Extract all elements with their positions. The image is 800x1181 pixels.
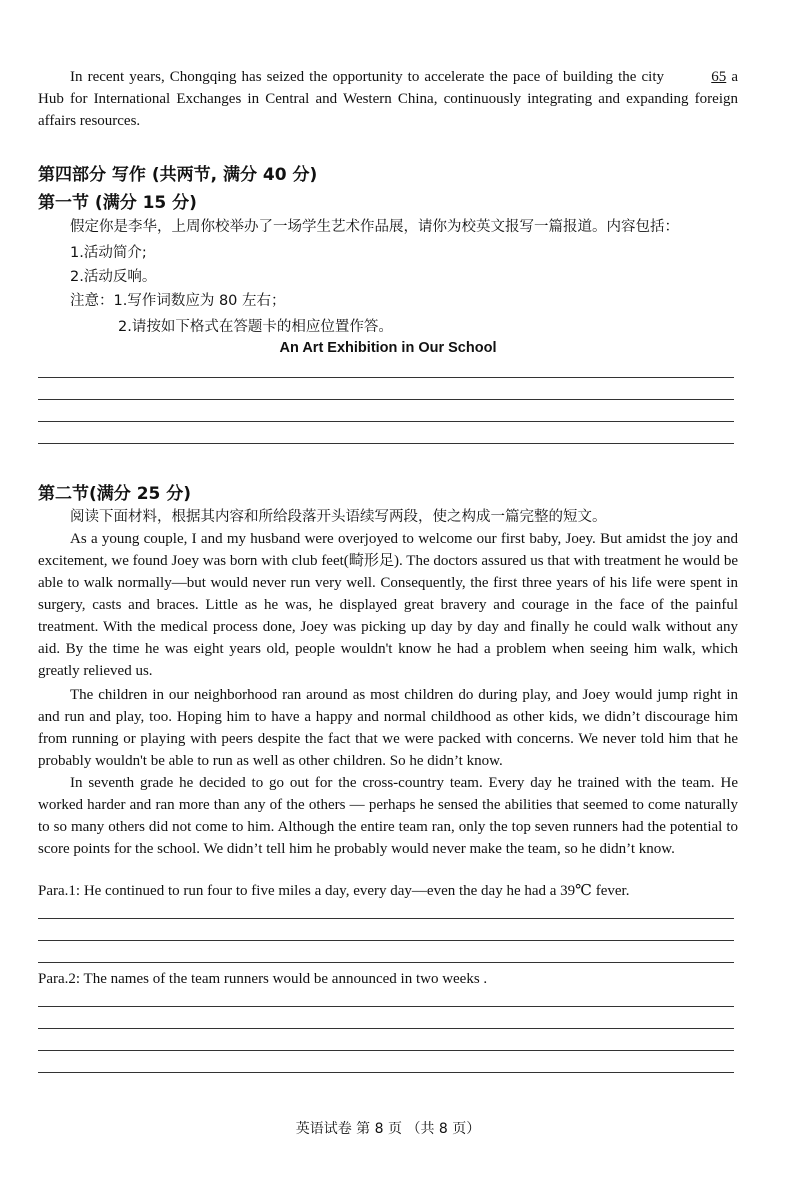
story-paragraph-2: The children in our neighborhood ran around as most children do during play, and Joey would jump right in and run and play, too. Hoping him to have a happy and normal childhood as other kids, we didn’t discourage him from running or playing with peers despite the fact that we were packed with concerns. We never told him that he probably wouldn't be able to run as well as other children. So he didn’t know. (38, 687, 738, 769)
section1-note2: 2.请按如下格式在答题卡的相应位置作答。 (118, 319, 393, 335)
para2-opening: Para.2: The names of the team runners would be announced in two weeks . (38, 971, 488, 987)
story-paragraph-1: As a young couple, I and my husband were overjoyed to welcome our first baby, Joey. But amidst the joy and excitement, we found Joey was born with club feet(畸形足). The doctors assured us that with treatment he would be able to walk normally—but would never run very well. Consequently, the first three years of his life were spent in surgery, casts and braces. Little as he was, he displayed great bravery and courage in the face of the painful treatment. With the medical process done, Joey was picking up day by day and finally he could walk without any aid. By the time he was eight years old, people wouldn't know he had a problem when seeing him walk, which greatly relieved us. (38, 531, 738, 679)
story-paragraph-3: In seventh grade he decided to go out for the cross-country team. Every day he trained with the team. He worked harder and ran more than any of the others — perhaps he sensed the abilities that seemed to come naturally to so many others did not come to him. Although the entire team ran, only the top seven runners had the potential to score points for the school. We didn’t tell him he probably would never make the team, so he didn’t know. (38, 775, 738, 857)
answer-line (38, 443, 734, 444)
section1-heading: 第一节 (满分 15 分) (38, 193, 197, 213)
section1-note1: 注意：1.写作词数应为 80 左右； (70, 293, 286, 309)
answer-line (38, 377, 734, 378)
answer-line (38, 962, 734, 963)
answer-line (38, 918, 734, 919)
section2-heading: 第二节(满分 25 分) (38, 484, 192, 504)
answer-line (38, 421, 734, 422)
intro-text-before: In recent years, Chongqing has seized the opportunity to accelerate the pace of building the city (70, 69, 664, 85)
page-footer: 英语试卷 第 8 页 （共 8 页） (295, 1121, 481, 1137)
answer-line (38, 1006, 734, 1007)
part4-heading: 第四部分 写作 (共两节, 满分 40 分) (38, 165, 318, 185)
blank-65: 65 (711, 69, 727, 85)
essay-title: An Art Exhibition in Our School (279, 340, 497, 356)
answer-line (38, 1050, 734, 1051)
section2-prompt: 阅读下面材料，根据其内容和所给段落开头语续写两段，使之构成一篇完整的短文。 (70, 509, 607, 525)
answer-line (38, 399, 734, 400)
section1-item1: 1.活动简介; (70, 245, 147, 261)
answer-line (38, 940, 734, 941)
answer-line (38, 1028, 734, 1029)
intro-paragraph (38, 66, 738, 132)
intro-text-after: a Hub for International Exchanges in Central and Western China, continuously integrating and expanding foreign affairs resources. (38, 69, 739, 129)
section1-item2: 2.活动反响。 (70, 269, 157, 285)
para1-opening: Para.1: He continued to run four to five miles a day, every day—even the day he had a 39℃ fever. (38, 883, 630, 899)
section1-prompt: 假定你是李华，上周你校举办了一场学生艺术作品展，请你为校英文报写一篇报道。内容包括： (70, 219, 679, 235)
answer-line (38, 1072, 734, 1073)
